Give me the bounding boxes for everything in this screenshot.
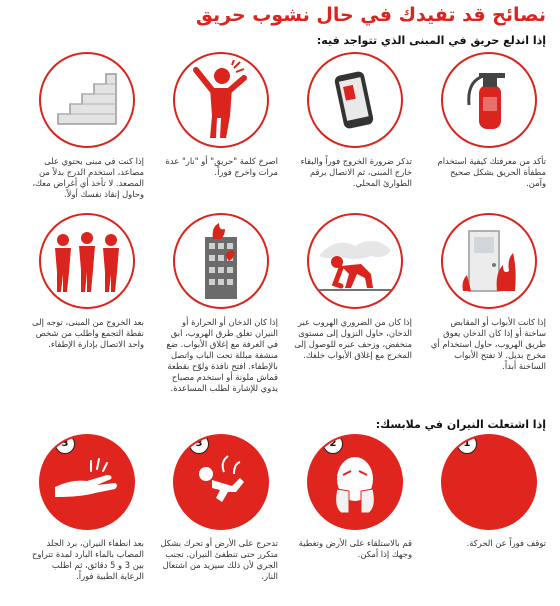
group-of-people-icon (39, 213, 135, 309)
step-badge: 3 (189, 434, 209, 454)
step-card (422, 434, 556, 549)
crawling-person-icon (307, 213, 403, 309)
step-badge: 1 (457, 434, 477, 454)
tip-caption: تأكد من معرفتك كيفية استخدام مطفأة الحريق بشكل صحيح وآمن. (437, 156, 546, 188)
burning-building-icon (173, 213, 269, 309)
face-cover-icon (307, 434, 403, 530)
tip-caption: إذا كانت الأبواب أو المقابض ساخنة أو إذا كان الدخان يعوق طريق الهروب، حاول استخدام أي مخرج بديل. لا تفتح الأبواب الساخنة أبداً. (430, 317, 546, 371)
tip-caption: إذا كنت في مبنى يحتوي على مصاعد، استخدم الدرج بدلاً من المصعد. لا تأخذ أي أغراض معك، وحاول إنقاذ نفسك أولاً. (32, 156, 144, 199)
mobile-phone-icon (307, 52, 403, 148)
step-badge: 2 (323, 434, 343, 454)
rolling-person-icon (173, 434, 269, 530)
door-fire-icon (441, 213, 537, 309)
tip-caption: تذكر ضرورة الخروج فوراً والبقاء خارج المبنى، ثم الاتصال برقم الطوارئ المحلي. (300, 156, 412, 188)
step-card (154, 434, 288, 582)
step-caption: توقف فوراً عن الحركة. (466, 538, 546, 548)
stairs-icon (39, 52, 135, 148)
step-card (20, 434, 154, 582)
page-title: نصائح قد تفيدك في حال نشوب حريق (195, 4, 546, 26)
section-subtitle-clothes: إذا اشتعلت النيران في ملابسك: (375, 418, 546, 431)
person-shouting-icon (173, 52, 269, 148)
fire-extinguisher-icon (441, 52, 537, 148)
tip-caption: إذا كان الدخان أو الحرارة أو النيران تغلق طرق الهروب، ابق في الغرفة مع إغلاق الأبواب. ضع منشفة مبللة تحت الباب واتصل بالإطفاء. افتح نافذة ولوّح بقطعة قماش ملونة أو استخدم مصباح يدوي للإشارة لطلب المساعدة. (166, 317, 278, 393)
step-caption: بعد انطفاء النيران، برد الجلد المصاب بالماء البارد لمدة تتراوح بين 3 و 5 دقائق، ثم اطلب الرعاية الطبية فوراً. (32, 538, 144, 581)
tip-card (154, 52, 288, 178)
tip-card (20, 213, 154, 350)
tip-card (422, 52, 556, 189)
tip-card (154, 213, 288, 394)
stop-hand-icon (441, 434, 537, 530)
cooling-hand-icon (39, 434, 135, 530)
step-card (288, 434, 422, 560)
tip-caption: بعد الخروج من المبنى، توجه إلى نقطة التجمع واطلب من شخص واحد الاتصال بإدارة الإطفاء. (32, 317, 144, 349)
tip-card (288, 213, 422, 361)
step-badge: 3 (55, 434, 75, 454)
tip-card (288, 52, 422, 189)
tip-caption: إذا كان من الضروري الهروب عبر الدخان، حاول النزول إلى مستوى منخفض، وزحف عبره للوصول إلى المخرج مع إغلاق الأبواب خلفك. (294, 317, 412, 360)
section-subtitle-building: إذا اندلع حريق في المبنى الذي تتواجد فيه: (316, 34, 546, 47)
step-caption: تدحرج على الأرض أو تحرك بشكل متكرر حتى تنطفئ النيران. تجنب الجري لأن ذلك سيزيد من اشتعال النار. (160, 538, 278, 581)
tip-card (20, 52, 154, 200)
tip-caption: اصرخ كلمة "حريق" أو "نار" عدة مرات واخرج فوراً. (165, 156, 278, 177)
tip-card (422, 213, 556, 372)
step-caption: قم بالاستلقاء على الأرض وتغطية وجهك إذا أمكن. (298, 538, 412, 559)
